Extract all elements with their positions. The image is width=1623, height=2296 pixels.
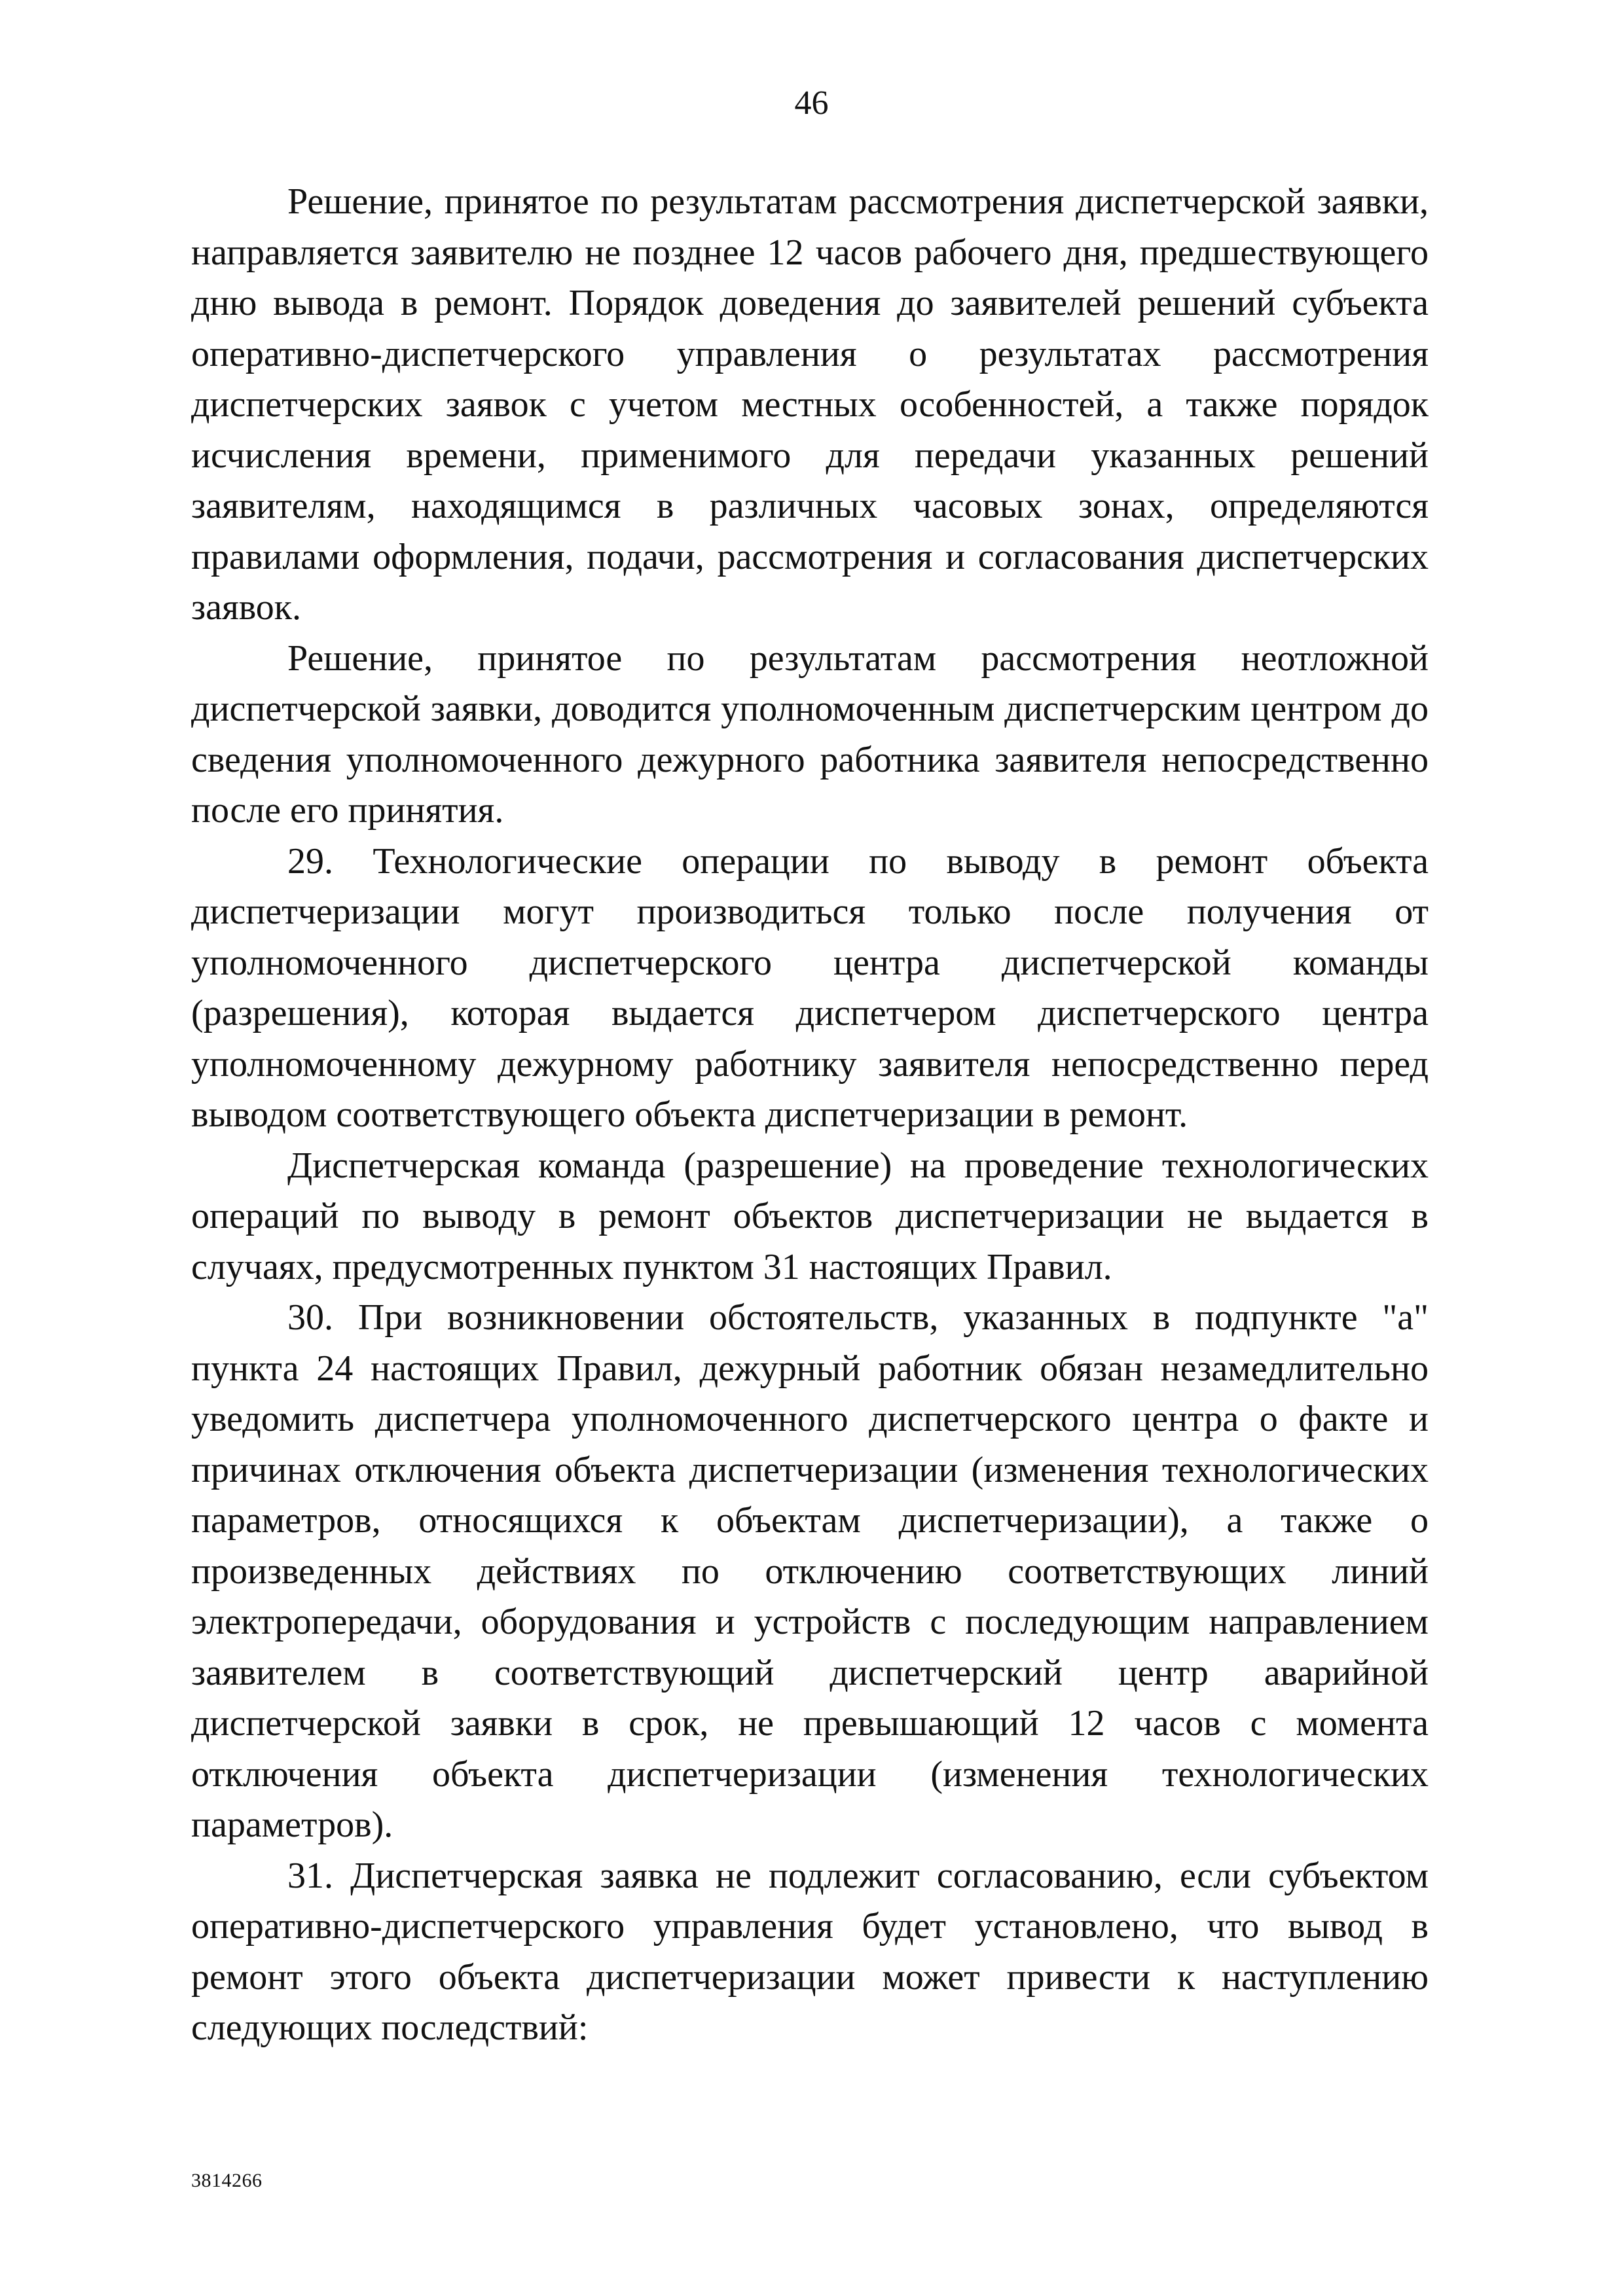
page-number: 46 [794, 84, 829, 122]
paragraph-clause-31: 31. Диспетчерская заявка не подлежит согласованию, если субъектом оперативно-диспетчерского управления будет установлено, что вывод в ремонт этого объекта диспетчеризации может привести к наступлению следующих последствий: [191, 1855, 1429, 2048]
paragraph-clause-29: 29. Технологические операции по выводу в ремонт объекта диспетчеризации могут производиться только после получения от уполномоченного диспетчерского центра диспетчерской команды (разрешения), которая выдается диспетчером диспетчерского центра уполномоченному дежурному работнику заявителя непосредственно перед выводом соответствующего объекта диспетчеризации в ремонт. [191, 840, 1429, 1135]
document-code: 3814266 [191, 2170, 263, 2191]
body-text [191, 177, 1429, 2054]
paragraph-decision-urgent-request: Решение, принятое по результатам рассмотрения неотложной диспетчерской заявки, доводится уполномоченным диспетчерским центром до сведения уполномоченного дежурного работника заявителя непосредственно после его принятия. [191, 637, 1429, 831]
paragraph-clause-30: 30. При возникновении обстоятельств, указанных в подпункте "а" пункта 24 настоящих Правил, дежурный работник обязан незамедлительно уведомить диспетчера уполномоченного диспетчерского центра о факте и причинах отключения объекта диспетчеризации (изменения технологических параметров, относящихся к объектам диспетчеризации), а также о произведенных действиях по отключению соответствующих линий электропередачи, оборудования и устройств с последующим направлением заявителем в соответствующий диспетчерский центр аварийной диспетчерской заявки в срок, не превышающий 12 часов с момента отключения объекта диспетчеризации (изменения технологических параметров). [191, 1297, 1429, 1845]
paragraph-dispatch-command: Диспетчерская команда (разрешение) на проведение технологических операций по выводу в ремонт объектов диспетчеризации не выдается в случаях, предусмотренных пунктом 31 настоящих Правил. [191, 1145, 1429, 1287]
paragraph-decision-dispatch-request: Решение, принятое по результатам рассмотрения диспетчерской заявки, направляется заявителю не позднее 12 часов рабочего дня, предшествующего дню вывода в ремонт. Порядок доведения до заявителей решений субъекта оперативно-диспетчерского управления о результатах рассмотрения диспетчерских заявок с учетом местных особенностей, а также порядок исчисления времени, применимого для передачи указанных решений заявителям, находящимся в различных часовых зонах, определяются правилами оформления, подачи, рассмотрения и согласования диспетчерских заявок. [191, 181, 1429, 628]
